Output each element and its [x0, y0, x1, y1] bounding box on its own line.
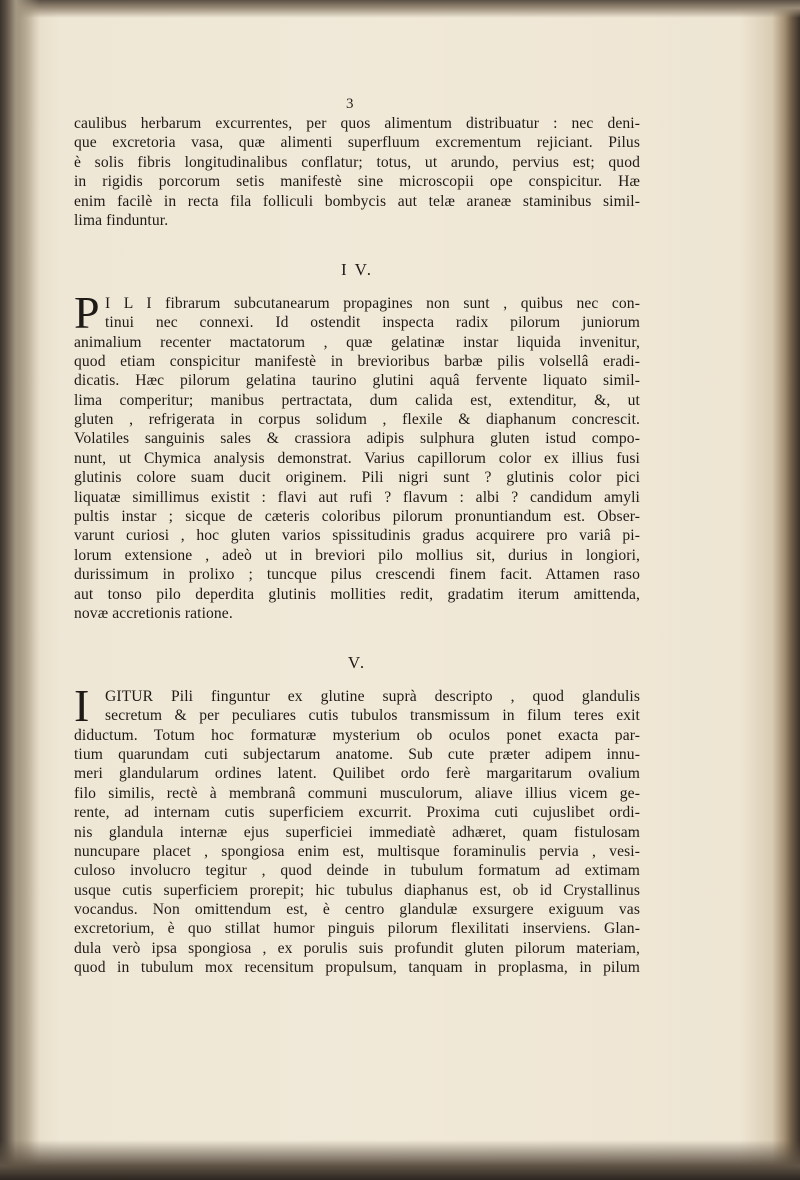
section-heading-v: V. — [347, 653, 367, 673]
text-line: vocandus. Non omittendum est, è centro glandulæ exsurgere exiguum vas — [74, 901, 640, 919]
text-line: enim facilè in recta fila folliculi bombycis aut telæ araneæ staminibus simil- — [74, 192, 640, 210]
text-line: rente, ad internam cutis superficiem excurrit. Proxima cuti cujuslibet ordi- — [74, 804, 640, 822]
text-line: pultis instar ; sicque de cæteris coloribus pilorum pronuntiandum est. Obser- — [74, 508, 640, 526]
intro-paragraph — [74, 114, 640, 230]
text-line: secretum & per peculiares cutis tubulos transmissum in filum teres exit — [105, 707, 640, 725]
text-line: è solis fibris longitudinalibus conflatur; totus, ut arundo, pervius est; quod — [74, 153, 640, 171]
text-line: liquatæ simillimus existit : flavi aut rufi ? flavum : albi ? candidum amyli — [74, 488, 640, 506]
text-line: quod etiam conspicitur manifestè in brevioribus barbæ pilis volsellâ eradi- — [74, 352, 640, 370]
text-line: que excretoria vasa, quæ alimenti superfluum excrementum rejiciant. Pilus — [74, 134, 640, 152]
page-text — [74, 98, 640, 978]
text-line: meri glandularum ordines latent. Quilibet ordo ferè margaritarum ovalium — [74, 765, 640, 783]
text-line: tium quarundam cuti subjectarum anatome. Sub cute præter adipem innu- — [74, 745, 640, 763]
text-line: culoso involucro tegitur , quod deinde in tubulum formatum ad extimam — [74, 862, 640, 880]
text-line: novæ accretionis ratione. — [74, 605, 233, 622]
drop-cap: P — [74, 286, 100, 338]
text-line: dicatis. Hæc pilorum gelatina taurino glutini aquâ fervente liquato simil- — [74, 372, 640, 390]
section-v-paragraph — [74, 679, 640, 978]
text-line: filo similis, rectè à membranâ communi musculorum, aliave illius vicem ge- — [74, 784, 640, 802]
text-line: gluten , refrigerata in corpus solidum , flexile & diaphanum concrescit. — [74, 411, 640, 429]
text-line: I L I fibrarum subcutanearum propagines non sunt , quibus nec con- — [105, 294, 640, 312]
binding-gutter — [0, 0, 40, 1180]
text-line: nuncupare placet , spongiosa enim est, multisque foraminulis pervia , vesi- — [74, 842, 640, 860]
text-line: lorum extensione , adeò ut in breviori pilo mollius sit, durius in longiori, — [74, 546, 640, 564]
text-line: dula verò ipsa spongiosa , ex porulis suis profundit gluten pilorum materiam, — [74, 939, 640, 957]
text-line: animalium recenter mactatorum , quæ gelatinæ instar liquida invenitur, — [74, 333, 640, 351]
page-number: 3 — [346, 96, 354, 112]
text-line: diductum. Totum hoc formaturæ mysterium ob oculos ponet exacta par- — [74, 726, 640, 744]
text-line: Volatiles sanguinis sales & crassiora adipis sulphura gluten istud compo- — [74, 430, 640, 448]
text-line: GITUR Pili finguntur ex glutine suprà descripto , quod glandulis — [105, 687, 640, 705]
text-line: usque cutis superficiem prorepit; hic tubulus diaphanus est, ob id Crystallinus — [74, 881, 640, 899]
text-line: caulibus herbarum excurrentes, per quos alimentum distribuatur : nec deni- — [74, 115, 640, 132]
bottom-edge-shadow — [0, 1140, 800, 1180]
text-line: durissimum in prolixo ; tuncque pilus crescendi finem facit. Attamen raso — [74, 566, 640, 584]
text-line: lima comperitur; manibus pertractata, dum calida est, extenditur, &, ut — [74, 391, 640, 409]
text-line: quod in tubulum mox recensitum propulsum, tanquam in proplasma, in pilum — [74, 959, 640, 977]
section-iv-paragraph — [74, 286, 640, 624]
text-line: excretorium, è quo stillat humor pinguis pilorum flexilitati inserviens. Glan- — [74, 920, 640, 938]
text-line: varunt curiosi , hoc gluten varios spissitudinis gradus acquirere pro variâ pi- — [74, 527, 640, 545]
drop-cap: I — [74, 679, 90, 731]
text-line: aut tonso pilo deperdita glutinis mollities redit, gradatim iterum amittenda, — [74, 585, 640, 603]
text-line: glutinis colore suam ducit originem. Pili nigri sunt ? glutinis color pici — [74, 469, 640, 487]
section-heading-iv: I V. — [341, 260, 373, 280]
text-line: tinui nec connexi. Id ostendit inspecta radix pilorum juniorum — [105, 314, 640, 332]
text-line: nunt, ut Chymica analysis demonstrat. Varius capillorum color ex illius fusi — [74, 449, 640, 467]
text-line: nis glandula internæ ejus superficiei immediatè adhæret, quam fistulosam — [74, 823, 640, 841]
text-line: lima finduntur. — [74, 211, 169, 229]
text-line: in rigidis porcorum setis manifestè sine microscopii ope conspicitur. Hæ — [74, 173, 640, 191]
top-edge-shadow — [0, 0, 800, 18]
